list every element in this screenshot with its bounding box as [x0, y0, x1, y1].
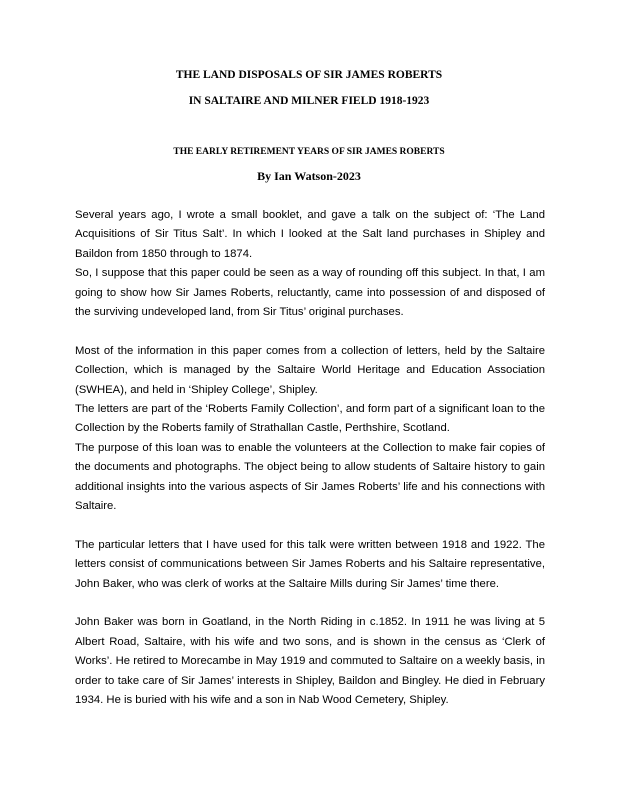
paragraph: John Baker was born in Goatland, in the North Riding in c.1852. In 1911 he was living at 5 Albert Road, Saltaire, with his wife and two sons, and is shown in the census as ‘Clerk of Works’. He retired to Morecambe in May 1919 and commuted to Saltaire on a weekly basis, in order to take care of Sir James’ interests in Shipley, Baildon and Bingley. He died in February 1934. He is buried with his wife and a son in Nab Wood Cemetery, Shipley. [75, 616, 545, 707]
paragraph: The letters are part of the ‘Roberts Family Collection’, and form part of a significant loan to the Collection by the Roberts family of Strathallan Castle, Perthshire, Scotland. [75, 403, 545, 435]
paragraph-spacer [75, 516, 545, 535]
document-subtitle: THE EARLY RETIREMENT YEARS OF SIR JAMES ROBERTS [173, 147, 445, 157]
paragraph-spacer [75, 322, 545, 341]
author-byline: By Ian Watson-2023 [257, 169, 361, 183]
document-body [75, 206, 545, 711]
document-title-line-1: THE LAND DISPOSALS OF SIR JAMES ROBERTS [175, 69, 443, 81]
paragraph: So, I suppose that this paper could be seen as a way of rounding off this subject. In that, I am going to show how Sir James Roberts, reluctantly, came into possession of and disposed of the surviving undeveloped land, from Sir Titus’ original purchases. [75, 267, 545, 319]
paragraph: Several years ago, I wrote a small booklet, and gave a talk on the subject of: ‘The Land Acquisitions of Sir Titus Salt’. In which I looked at the Salt land purchases in Shipley and Baildon from 1850 through to 1874. [75, 209, 545, 260]
paragraph: The purpose of this loan was to enable the volunteers at the Collection to make fair copies of the documents and photographs. The object being to allow students of Saltaire history to gain additional insights into the various aspects of Sir James Roberts’ life and his connections with Saltaire. [75, 441, 545, 513]
paragraph: Most of the information in this paper comes from a collection of letters, held by the Saltaire Collection, which is managed by the Saltaire World Heritage and Education Association (SWHEA), and held in ‘Shipley College’, Shipley. [75, 344, 545, 396]
paragraph: The particular letters that I have used for this talk were written between 1918 and 1922. The letters consist of communications between Sir James Roberts and his Saltaire representative, John Baker, who was clerk of works at the Saltaire Mills during Sir James’ time there. [75, 538, 545, 590]
document-title-line-2: IN SALTAIRE AND MILNER FIELD 1918-1923 [188, 95, 430, 107]
paragraph-spacer [75, 594, 545, 613]
